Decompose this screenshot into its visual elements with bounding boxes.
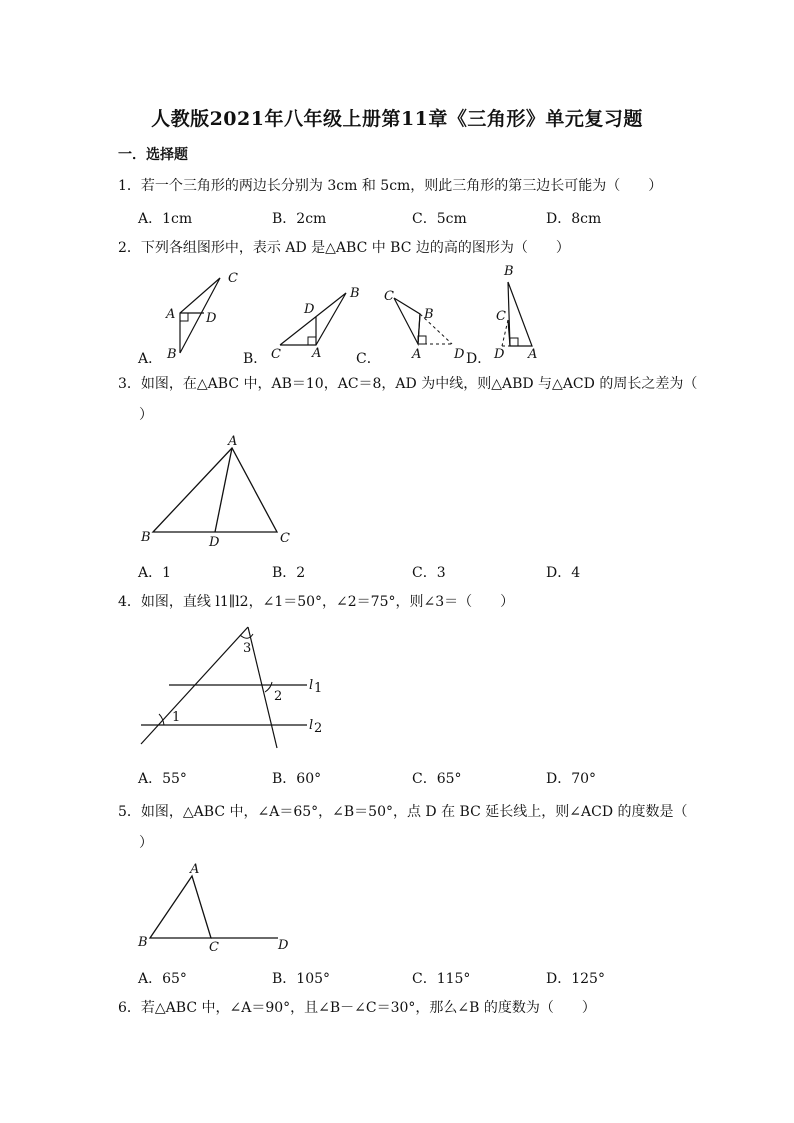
question-3-cont: ） <box>139 407 153 423</box>
label-a: A <box>166 307 176 322</box>
option-c[interactable]: C．3 <box>412 565 446 581</box>
label-c: C <box>496 309 506 324</box>
label-d: D <box>454 347 465 362</box>
label-d: D <box>209 535 220 550</box>
label-b: B <box>167 347 177 362</box>
question-6: 6．若△ABC 中，∠A＝90°，且∠B－∠C＝30°，那么∠B 的度数为（ ） <box>118 1000 596 1016</box>
label-d: D <box>206 311 217 326</box>
question-5-cont: ） <box>139 835 153 851</box>
label-b: B <box>504 264 514 279</box>
label-a: A <box>190 862 200 877</box>
option-d[interactable]: D． <box>466 351 492 367</box>
option-a[interactable]: A．65° <box>138 971 187 987</box>
option-a[interactable]: A．55° <box>138 771 187 787</box>
question-3: 3．如图，在△ABC 中，AB＝10，AC＝8，AD 为中线，则△ABD 与△ACD 的周长之差为（ <box>118 376 698 392</box>
figure-3 <box>135 432 305 550</box>
option-c[interactable]: C．5cm <box>412 211 467 227</box>
option-a[interactable]: A． <box>138 351 163 367</box>
option-c[interactable]: C．65° <box>412 771 462 787</box>
option-c[interactable]: C． <box>356 351 381 367</box>
angle-1: 1 <box>172 710 181 725</box>
option-d[interactable]: D．4 <box>546 565 581 581</box>
label-c: C <box>209 940 219 955</box>
option-d[interactable]: D．70° <box>546 771 597 787</box>
label-c: C <box>384 289 394 304</box>
figure-5 <box>135 860 300 955</box>
option-a[interactable]: A．1cm <box>138 211 193 227</box>
figure-2b <box>268 285 368 360</box>
option-b[interactable]: B．2 <box>272 565 306 581</box>
label-d: D <box>304 302 315 317</box>
angle-2: 2 <box>274 689 283 704</box>
figure-2a <box>160 268 240 363</box>
label-a: A <box>312 346 322 361</box>
label-c: C <box>280 531 290 546</box>
angle-3: 3 <box>243 641 252 656</box>
label-l1: l <box>309 678 314 693</box>
label-b: B <box>138 935 148 950</box>
label-c: C <box>271 347 281 362</box>
label-b: B <box>350 286 360 301</box>
label-a: A <box>228 434 238 449</box>
label-a: A <box>412 347 422 362</box>
label-b: B <box>141 530 151 545</box>
label-l2: l <box>309 718 314 733</box>
page-title: 人教版2021年八年级上册第11章《三角形》单元复习题 <box>151 108 643 130</box>
label-c: C <box>228 271 238 286</box>
option-b[interactable]: B．2cm <box>272 211 327 227</box>
figure-2d <box>492 262 552 362</box>
option-d[interactable]: D．8cm <box>546 211 602 227</box>
question-4: 4．如图，直线 l1∥l2，∠1＝50°，∠2＝75°，则∠3＝（ ） <box>118 594 515 610</box>
option-a[interactable]: A．1 <box>138 565 172 581</box>
label-l2-sub: 2 <box>314 721 323 736</box>
figure-2c <box>382 288 472 360</box>
option-b[interactable]: B．60° <box>272 771 322 787</box>
figure-4 <box>135 622 335 752</box>
label-l1-sub: 1 <box>314 681 323 696</box>
option-b[interactable]: B．105° <box>272 971 331 987</box>
question-2: 2．下列各组图形中，表示 AD 是△ABC 中 BC 边的高的图形为（ ） <box>118 240 570 256</box>
label-a: A <box>528 347 538 362</box>
question-1: 1．若一个三角形的两边长分别为 3cm 和 5cm，则此三角形的第三边长可能为（ ） <box>118 178 663 194</box>
label-d: D <box>278 938 289 953</box>
label-d: D <box>494 347 505 362</box>
option-c[interactable]: C．115° <box>412 971 471 987</box>
section-heading: 一．选择题 <box>118 147 188 163</box>
question-5: 5．如图，△ABC 中，∠A＝65°，∠B＝50°，点 D 在 BC 延长线上，则∠ACD 的度数是（ <box>118 804 688 820</box>
option-d[interactable]: D．125° <box>546 971 605 987</box>
label-b: B <box>424 307 434 322</box>
option-b[interactable]: B． <box>243 351 268 367</box>
